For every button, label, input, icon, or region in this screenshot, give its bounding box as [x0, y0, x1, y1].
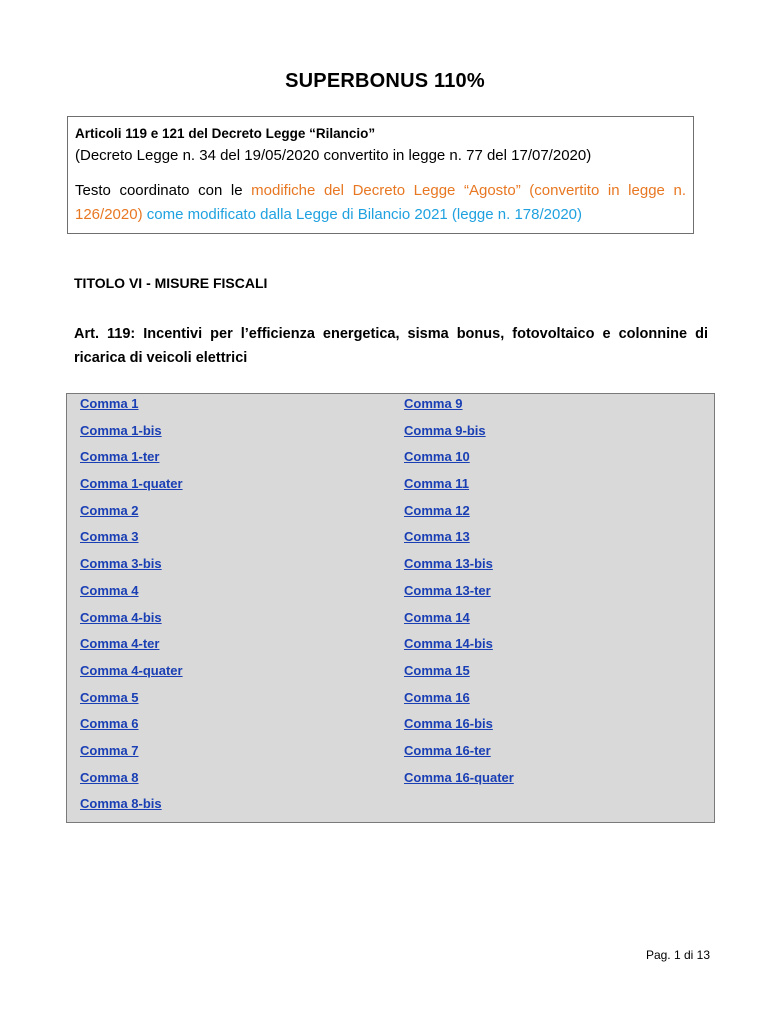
- comma-link[interactable]: Comma 7: [80, 742, 139, 758]
- comma-link[interactable]: Comma 16-quater: [404, 769, 514, 785]
- page-number: Pag. 1 di 13: [645, 948, 710, 962]
- comma-link[interactable]: Comma 16-ter: [404, 742, 491, 758]
- comma-link[interactable]: Comma 8-bis: [80, 796, 162, 812]
- comma-link[interactable]: Comma 16-bis: [404, 716, 493, 732]
- coord-orange-text: modifiche del Decreto Legge “Agosto” (convertito in legge n. 126/2020): [75, 182, 686, 223]
- article-title: Art. 119: Incentivi per l’efficienza energetica, sisma bonus, fotovoltaico e colonnine di ricarica di veicoli elettrici: [74, 326, 708, 366]
- comma-column-right: [404, 394, 704, 794]
- comma-link[interactable]: Comma 1-quater: [80, 476, 183, 492]
- comma-link[interactable]: Comma 14-bis: [404, 636, 493, 652]
- comma-column-left: [80, 394, 380, 821]
- intro-coordinated-text: [75, 179, 686, 227]
- comma-link[interactable]: Comma 1-bis: [80, 422, 162, 438]
- comma-link[interactable]: Comma 11: [404, 476, 470, 492]
- comma-link[interactable]: Comma 14: [404, 609, 470, 625]
- comma-link[interactable]: Comma 8: [80, 769, 139, 785]
- comma-link[interactable]: Comma 10: [404, 449, 470, 465]
- comma-link[interactable]: Comma 4-ter: [80, 636, 160, 652]
- comma-link[interactable]: Comma 4: [80, 582, 139, 598]
- comma-link[interactable]: Comma 13-bis: [404, 556, 493, 572]
- comma-link[interactable]: Comma 9-bis: [404, 422, 486, 438]
- intro-box: [67, 116, 694, 234]
- comma-link[interactable]: Comma 9: [404, 396, 463, 411]
- comma-link[interactable]: Comma 1-ter: [80, 449, 160, 465]
- comma-link[interactable]: Comma 3-bis: [80, 556, 162, 572]
- comma-link[interactable]: Comma 4-quater: [80, 662, 183, 678]
- page-title: SUPERBONUS 110%: [285, 70, 485, 92]
- comma-index-box: [66, 393, 715, 823]
- intro-articles-line: Articoli 119 e 121 del Decreto Legge “Rilancio”: [75, 126, 376, 141]
- comma-link[interactable]: Comma 3: [80, 529, 139, 545]
- comma-link[interactable]: Comma 12: [404, 502, 470, 518]
- comma-link[interactable]: Comma 6: [80, 716, 139, 732]
- coord-blue-text: come modificato dalla Legge di Bilancio 2021 (legge n. 178/2020): [142, 206, 583, 223]
- section-title: TITOLO VI - MISURE FISCALI: [74, 275, 268, 291]
- coord-prefix: Testo coordinato con le: [75, 182, 252, 199]
- comma-link[interactable]: Comma 1: [80, 396, 139, 411]
- comma-link[interactable]: Comma 13: [404, 529, 470, 545]
- intro-decree-line: (Decreto Legge n. 34 del 19/05/2020 convertito in legge n. 77 del 17/07/2020): [75, 147, 592, 164]
- comma-link[interactable]: Comma 13-ter: [404, 582, 491, 598]
- comma-link[interactable]: Comma 16: [404, 689, 470, 705]
- comma-link[interactable]: Comma 5: [80, 689, 139, 705]
- comma-link[interactable]: Comma 15: [404, 662, 470, 678]
- comma-link[interactable]: Comma 2: [80, 502, 139, 518]
- comma-link[interactable]: Comma 4-bis: [80, 609, 162, 625]
